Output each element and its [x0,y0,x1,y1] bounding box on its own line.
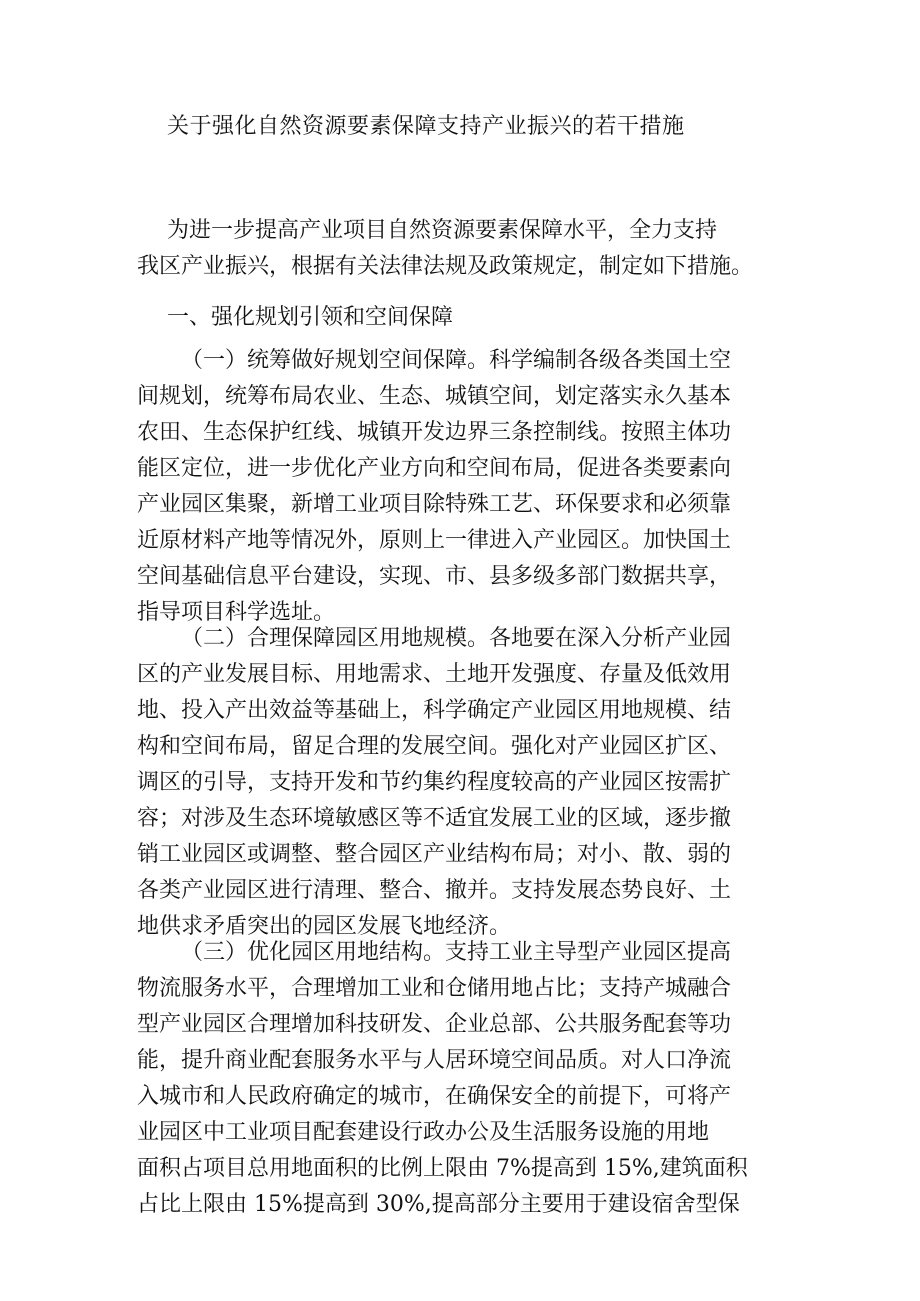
paragraph-line: 空间基础信息平台建设，实现、市、县多级多部门数据共享， [137,564,732,589]
paragraph-line: （二）合理保障园区用地规模。各地要在深入分析产业园 [181,626,732,651]
paragraph-line: 间规划，统筹布局农业、生态、城镇空间，划定落实永久基本 [137,384,732,409]
section-heading [137,300,817,336]
paragraph-line: （三）优化园区用地结构。支持工业主导型产业园区提高 [181,940,732,965]
paragraph-line: 地、投入产出效益等基础上，科学确定产业园区用地规模、结 [137,698,732,723]
paragraph-line: 型产业园区合理增加科技研发、企业总部、公共服务配套等功 [137,1012,732,1037]
paragraph-line: 能，提升商业配套服务水平与人居环境空间品质。对人口净流 [137,1048,732,1073]
paragraph-line: 构和空间布局，留足合理的发展空间。强化对产业园区扩区、 [137,734,732,759]
paragraph-1 [137,343,817,631]
paragraph-line: 占比上限由 15%提高到 30%,提高部分主要用于建设宿舍型保 [137,1192,740,1217]
paragraph-line: 容；对涉及生态环境敏感区等不适宜发展工业的区域，逐步撤 [137,806,732,831]
paragraph-line: 物流服务水平，合理增加工业和仓储用地占比；支持产城融合 [137,976,732,1001]
paragraph-line: 农田、生态保护红线、城镇开发边界三条控制线。按照主体功 [137,420,732,445]
paragraph-line: 我区产业振兴，根据有关法律法规及政策规定，制定如下措施。 [137,254,754,279]
paragraph-line: 指导项目科学选址。 [137,600,336,625]
paragraph-line: 为进一步提高产业项目自然资源要素保障水平，全力支持 [167,218,718,243]
paragraph-line: 各类产业园区进行清理、整合、撤并。支持发展态势良好、土 [137,878,732,903]
paragraph-line: 产业园区集聚，新增工业项目除特殊工艺、环保要求和必须靠 [137,492,732,517]
paragraph-3 [137,935,817,1223]
section-heading-text: 一、强化规划引领和空间保障 [167,305,454,330]
paragraph-line: 能区定位，进一步优化产业方向和空间布局，促进各类要素向 [137,456,732,481]
intro-paragraph [137,213,817,285]
paragraph-line: 入城市和人民政府确定的城市，在确保安全的前提下，可将产 [137,1084,732,1109]
paragraph-line: 近原材料产地等情况外，原则上一律进入产业园区。加快国土 [137,528,732,553]
paragraph-2 [137,621,817,945]
document-title: 关于强化自然资源要素保障支持产业振兴的若干措施 [167,114,685,139]
paragraph-line: 区的产业发展目标、用地需求、土地开发强度、存量及低效用 [137,662,732,687]
paragraph-line: 地供求矛盾突出的园区发展飞地经济。 [137,914,512,939]
paragraph-line: （一）统筹做好规划空间保障。科学编制各级各类国土空 [181,348,732,373]
paragraph-line: 面积占项目总用地面积的比例上限由 7%提高到 15%,建筑面积 [137,1156,748,1181]
paragraph-line: 业园区中工业项目配套建设行政办公及生活服务设施的用地 [137,1120,710,1145]
paragraph-line: 销工业园区或调整、整合园区产业结构布局；对小、散、弱的 [137,842,732,867]
paragraph-line: 调区的引导，支持开发和节约集约程度较高的产业园区按需扩 [137,770,732,795]
